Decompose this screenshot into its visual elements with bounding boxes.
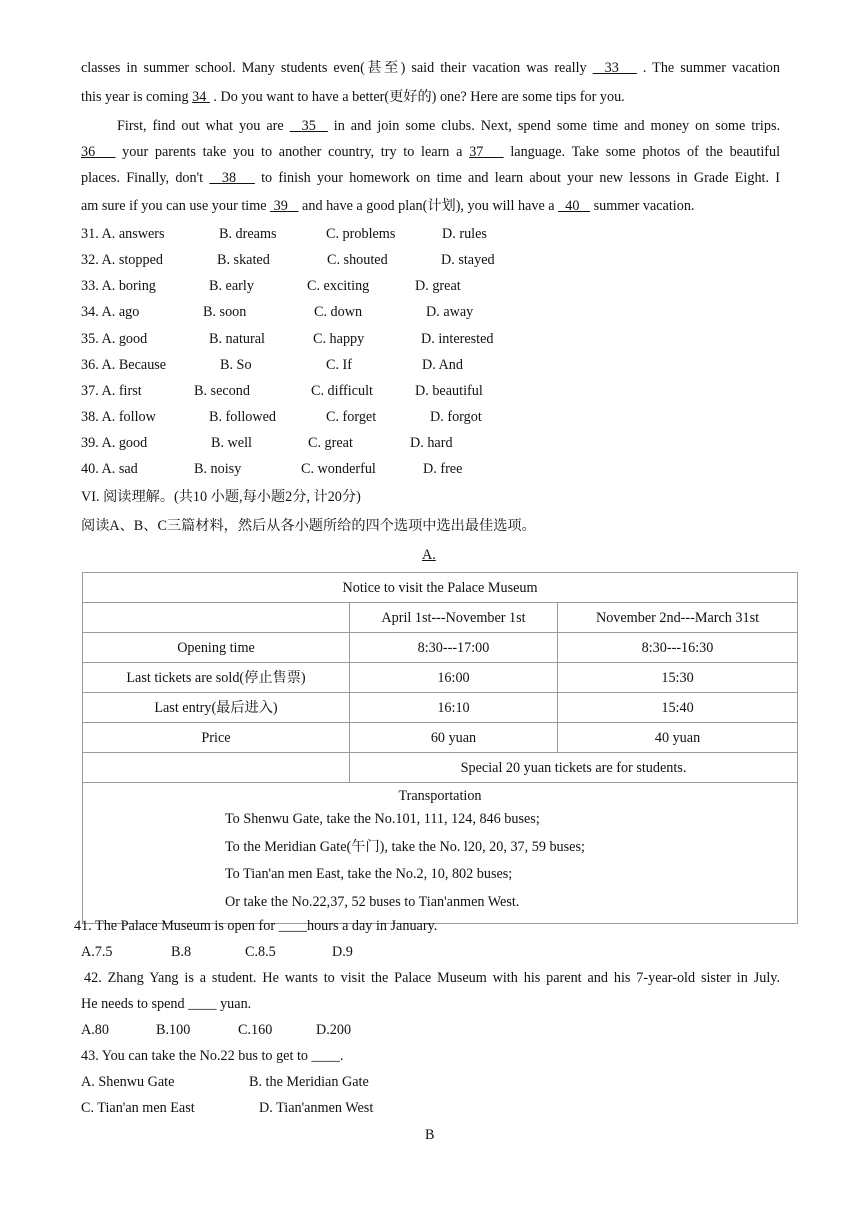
transport-line: To Shenwu Gate, take the No.101, 111, 124, 846 buses; [225, 811, 540, 827]
passage-line-2: this year is coming 34 . Do you want to have a better(更好的) one? Here are some tips for you. [81, 89, 625, 105]
table-cell: 15:40 [558, 693, 798, 723]
blank-36: 36 [81, 144, 96, 160]
transport-row [83, 783, 798, 924]
row-label: Last tickets are sold(停止售票) [83, 663, 350, 693]
blank-37: 37 [469, 144, 484, 160]
blank-38: 38 [221, 170, 237, 186]
passage-line-1: classes in summer school. Many students even(甚至) said their vacation was really 33 . The summer vacation [81, 60, 780, 76]
question-42-line-1: 42. Zhang Yang is a student. He wants to visit the Palace Museum with his parent and his 7-year-old sister in July. [84, 970, 780, 986]
table-cell: 16:00 [350, 663, 558, 693]
passage-label-a: A. [422, 547, 436, 563]
notice-title: Notice to visit the Palace Museum [83, 573, 798, 603]
blank-34: 34 [192, 89, 207, 105]
passage-label-b: B [425, 1127, 435, 1143]
transport-line: Or take the No.22,37, 52 buses to Tian'anmen West. [225, 893, 520, 910]
section-heading: VI. 阅读理解。(共10 小题,每小题2分, 计20分) [81, 489, 361, 505]
row-label: Price [83, 723, 350, 753]
table-row [83, 723, 798, 753]
transport-cell [83, 783, 798, 924]
blank-35: 35 [301, 118, 316, 134]
passage-line-5: places. Finally, don't 38 to finish your homework on time and learn about your new lessons in Grade Eight. I [81, 170, 781, 186]
passage-line-4: 36 your parents take you to another country, try to learn a 37 language. Take some photos of the beautiful [81, 144, 781, 160]
blank-40: 40 [565, 198, 580, 214]
row-label: Last entry(最后进入) [83, 693, 350, 723]
table-cell [83, 753, 350, 783]
question-43: 43. You can take the No.22 bus to get to ____. [81, 1048, 344, 1064]
notice-table [82, 572, 798, 924]
passage-line-3: First, find out what you are 35 in and join some clubs. Next, spend some time and money on some trips. [117, 118, 781, 134]
blank-33: 33 [604, 60, 619, 76]
table-row [83, 693, 798, 723]
table-cell: 16:10 [350, 693, 558, 723]
table-cell: 40 yuan [558, 723, 798, 753]
table-row [83, 633, 798, 663]
question-42-line-2: He needs to spend ____ yuan. [81, 996, 252, 1012]
table-cell: 60 yuan [350, 723, 558, 753]
section-instruction: 阅读A、B、C三篇材料，然后从各小题所给的四个选项中选出最佳选项。 [81, 518, 536, 534]
special-ticket-note: Special 20 yuan tickets are for students. [350, 753, 798, 783]
table-row [83, 663, 798, 693]
question-41: 41. The Palace Museum is open for ____hours a day in January. [74, 918, 438, 934]
table-header: April 1st---November 1st [350, 603, 558, 633]
passage-line-6: am sure if you can use your time 39 and have a good plan(计划), you will have a 40 summer vacation. [81, 198, 695, 214]
table-cell: 15:30 [558, 663, 798, 693]
exam-page: classes in summer school. Many students even(甚至) said their vacation was really 33 . The summer vacation this year is coming 34 . Do you want to have a better(更好的) one? Here are some tips for you. First, find out what you are 35 in and join some clubs. Next, spend some time and money on some trips. 36 your parents take you to another country, try to learn a 37 language. Take some photos of the beautiful places. Finally, don't 38 to finish your homework on time and learn about your new lessons in Grade Eight. I am sure if you can use your time 39 and have a good plan(计划), you will have a 40 summer vacation. 31. A. answers B. dreams C. problems D. rules 32. A. stopped B. skated C. shouted D. stayed 33. A. boring B. early C. exciting D. great 34. A. ago B. soon C. down D. away 35. A. good B. natural C. happy D. interested 36. A. Because B. So C. If D. And 37. A. first B. second C. difficult D. beautiful 38. A. follow B. followed C. forget D. forgot 39. A. good B. well C. great D. hard 40. A. sad B. noisy C. wonderful D. free VI. 阅读理解。(共10 小题,每小题2分, 计20分) 阅读A、B、C三篇材料，然后从各小题所给的四个选项中选出最佳选项。 A. Notice to visit the Palace Museum April 1st---November 1st November 2nd---March 31st Opening time 8:30---17:00 8:30---16:30 Last tickets are sold(停止售票) 16:00 15:30 Last entry(最后进入) 16:10 15:40 Price 60 yuan 40 yuan Special 20 yuan tickets are for students. Transportation To Shenwu Gate, take the No.101, 111, 124, 846 buses; To the Meridian Gate(午门), take the No. l20, 20, 37, 59 buses; To Tian'an men East, take the No.2, 10, 802 buses; Or take the No.22,37, 52 buses to Tian'anmen West. 41. The Palace Museum is open for ____hours a day in January. A.7.5 B.8 C.8.5 D.9 42. Zhang Yang is a student. He wants to visit the Palace Museum with his parent and his 7-year-old sister in July. He needs to spend ____ yuan. A.80 B.100 C.160 D.200 43. You can take the No.22 bus to get to ____. A. Shenwu Gate B. the Meridian Gate C. Tian'an men East D. Tian'anmen West B [0, 0, 860, 1216]
table-cell: 8:30---17:00 [350, 633, 558, 663]
transport-title: Transportation [398, 788, 482, 804]
table-row [83, 753, 798, 783]
table-cell: 8:30---16:30 [558, 633, 798, 663]
table-cell [83, 603, 350, 633]
transport-line: To the Meridian Gate(午门), take the No. l20, 20, 37, 59 buses; [225, 838, 585, 855]
row-label: Opening time [83, 633, 350, 663]
transport-line: To Tian'an men East, take the No.2, 10, 802 buses; [225, 866, 513, 882]
blank-39: 39 [273, 198, 288, 214]
table-header: November 2nd---March 31st [558, 603, 798, 633]
